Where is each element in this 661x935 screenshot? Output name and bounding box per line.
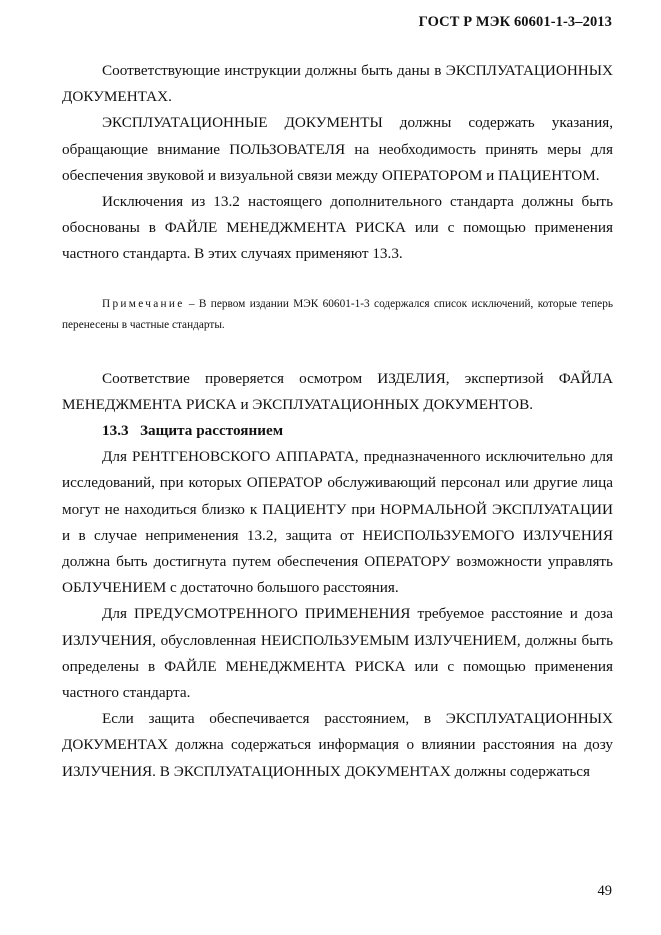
page-body: [62, 58, 613, 785]
compliance-statement: Соответствие проверяется осмотром ИЗДЕЛИЯ, экспертизой ФАЙЛА МЕНЕДЖМЕНТА РИСКА и ЭКСПЛУАТАЦИОННЫХ ДОКУМЕНТОВ.: [62, 369, 613, 413]
note-text: – В первом издании МЭК 60601-1-3 содержался список исключений, которые теперь перенесены в частные стандарты.: [62, 297, 613, 331]
note-block: [62, 294, 613, 336]
paragraph-instructions: Соответствующие инструкции должны быть даны в ЭКСПЛУАТАЦИОННЫХ ДОКУМЕНТАХ.: [62, 62, 613, 106]
paragraph-distance-protection: Если защита обеспечивается расстоянием, в ЭКСПЛУАТАЦИОННЫХ ДОКУМЕНТАХ должна содержаться информация о влиянии расстояния на дозу ИЗЛУЧЕНИЯ. В ЭКСПЛУАТАЦИОННЫХ ДОКУМЕНТАХ должны содержаться: [62, 710, 613, 780]
paragraph-intended-use: Для ПРЕДУСМОТРЕННОГО ПРИМЕНЕНИЯ требуемое расстояние и доза ИЗЛУЧЕНИЯ, обусловленная НЕИСПОЛЬЗУЕМЫМ ИЗЛУЧЕНИЕМ, должны быть определены в ФАЙЛЕ МЕНЕДЖМЕНТА РИСКА или с помощью применения частного стандарта.: [62, 605, 613, 702]
note-label: Примечание: [102, 297, 185, 310]
section-number: 13.3: [102, 422, 129, 440]
note-paragraph: [62, 294, 613, 336]
section-title: Защита расстоянием: [139, 422, 284, 440]
section-heading: [62, 418, 613, 444]
document-header: ГОСТ Р МЭК 60601-1-3–2013: [418, 14, 612, 30]
paragraph-xray-apparatus: Для РЕНТГЕНОВСКОГО АППАРАТА, предназначенного исключительно для исследований, при которых ОПЕРАТОР обслуживающий персонал или другие лица могут не находиться близко к ПАЦИЕНТУ при НОРМАЛЬНОЙ ЭКСПЛУАТАЦИИ и в случае неприменения 13.2, защита от НЕИСПОЛЬЗУЕМОГО ИЗЛУЧЕНИЯ должна быть достигнута путем обеспечения ОПЕРАТОРУ возможности управлять ОБЛУЧЕНИЕМ с достаточно большого расстояния.: [62, 448, 613, 597]
paragraph-operational-docs: ЭКСПЛУАТАЦИОННЫЕ ДОКУМЕНТЫ должны содержать указания, обращающие внимание ПОЛЬЗОВАТЕЛЯ на необходимость принять меры для обеспечения звуковой и визуальной связи между ОПЕРАТОРОМ и ПАЦИЕНТОМ.: [62, 114, 613, 184]
page-number: 49: [597, 883, 612, 899]
paragraph-exceptions: Исключения из 13.2 настоящего дополнительного стандарта должны быть обоснованы в ФАЙЛЕ МЕНЕДЖМЕНТА РИСКА или с помощью применения частного стандарта. В этих случаях применяют 13.3.: [62, 193, 613, 263]
